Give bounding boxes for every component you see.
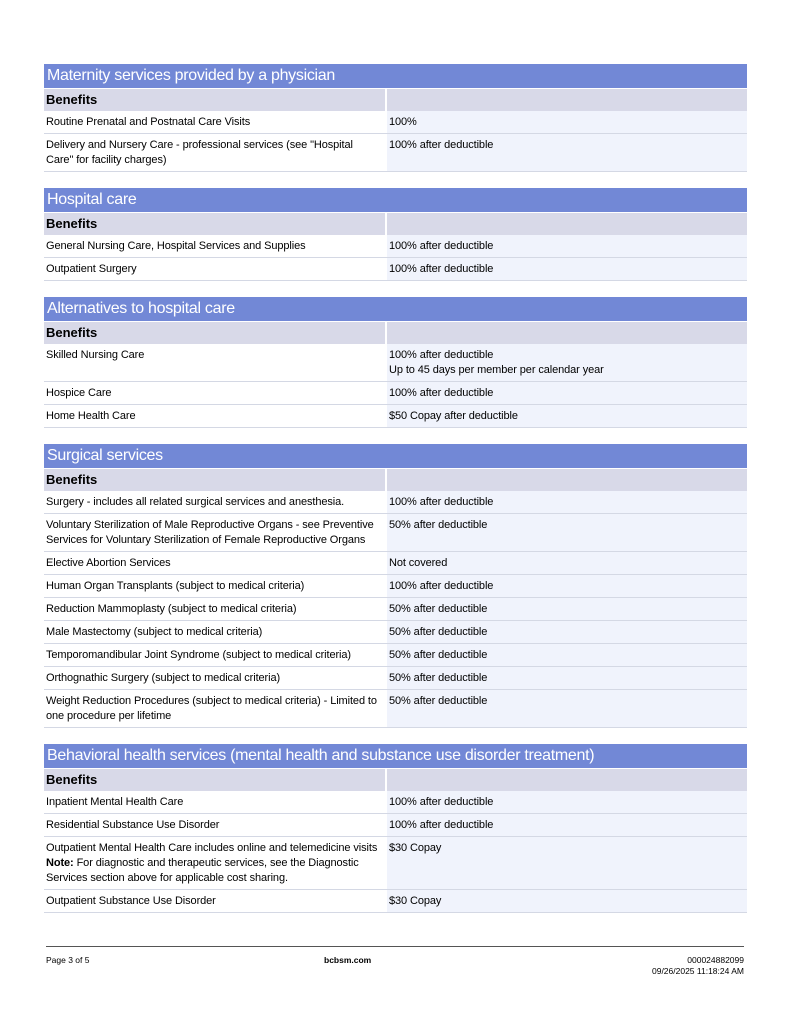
- benefit-name: Routine Prenatal and Postnatal Care Visits: [46, 116, 251, 128]
- benefit-cell: [44, 598, 385, 620]
- benefit-name: General Nursing Care, Hospital Services and Supplies: [46, 240, 306, 252]
- coverage-cell: [387, 814, 747, 836]
- table-row: [44, 491, 747, 514]
- benefit-section: [44, 444, 747, 728]
- page-footer: [46, 946, 744, 977]
- section-title: Hospital care: [44, 188, 747, 212]
- table-row: [44, 134, 747, 172]
- benefit-section: [44, 64, 747, 172]
- benefits-column-header: Benefits: [44, 213, 385, 235]
- benefit-name: Home Health Care: [46, 410, 136, 422]
- benefit-name: Male Mastectomy (subject to medical criteria): [46, 626, 263, 638]
- coverage-column-header: [387, 469, 747, 491]
- benefit-cell: [44, 552, 385, 574]
- coverage-cell: [387, 690, 747, 727]
- coverage-limit: Up to 45 days per member per calendar year: [389, 364, 604, 376]
- coverage-cell: [387, 491, 747, 513]
- benefits-header-row: [44, 88, 747, 111]
- section-title: Maternity services provided by a physician: [44, 64, 747, 88]
- coverage-cell: [387, 514, 747, 551]
- benefit-cell: [44, 621, 385, 643]
- table-row: [44, 621, 747, 644]
- coverage-cell: [387, 837, 747, 889]
- coverage-cell: [387, 258, 747, 280]
- coverage-value: 50% after deductible: [389, 603, 488, 615]
- benefit-cell: [44, 690, 385, 727]
- benefit-name: Outpatient Surgery: [46, 263, 137, 275]
- benefit-cell: [44, 491, 385, 513]
- benefit-cell: [44, 890, 385, 912]
- coverage-cell: [387, 667, 747, 689]
- benefit-name: Reduction Mammoplasty (subject to medical criteria): [46, 603, 297, 615]
- benefit-name: Inpatient Mental Health Care: [46, 796, 184, 808]
- table-row: [44, 405, 747, 428]
- coverage-cell: [387, 890, 747, 912]
- coverage-value: 50% after deductible: [389, 695, 488, 707]
- coverage-cell: [387, 405, 747, 427]
- section-title: Alternatives to hospital care: [44, 297, 747, 321]
- table-row: [44, 814, 747, 837]
- coverage-column-header: [387, 213, 747, 235]
- benefit-cell: [44, 837, 385, 889]
- table-row: [44, 890, 747, 913]
- benefit-cell: [44, 111, 385, 133]
- benefit-cell: [44, 514, 385, 551]
- coverage-value: 50% after deductible: [389, 626, 488, 638]
- coverage-value: 100% after deductible: [389, 240, 494, 252]
- coverage-column-header: [387, 89, 747, 111]
- coverage-value: 100% after deductible: [389, 139, 494, 151]
- benefit-name: Skilled Nursing Care: [46, 349, 145, 361]
- benefit-note: [46, 856, 383, 886]
- coverage-value: 100% after deductible: [389, 819, 494, 831]
- benefits-header-row: [44, 212, 747, 235]
- benefit-section: [44, 297, 747, 428]
- table-row: [44, 344, 747, 382]
- benefit-name: Weight Reduction Procedures (subject to medical criteria) - Limited to one procedure per lifetime: [46, 695, 377, 722]
- benefit-cell: [44, 258, 385, 280]
- coverage-column-header: [387, 769, 747, 791]
- benefit-name: Orthognathic Surgery (subject to medical criteria): [46, 672, 281, 684]
- coverage-cell: [387, 134, 747, 171]
- benefit-cell: [44, 791, 385, 813]
- table-row: [44, 258, 747, 281]
- coverage-cell: [387, 382, 747, 404]
- benefit-section: [44, 744, 747, 913]
- note-label: Note:: [46, 857, 74, 869]
- benefits-header-row: [44, 468, 747, 491]
- coverage-value: $30 Copay: [389, 842, 442, 854]
- table-row: [44, 575, 747, 598]
- table-row: [44, 667, 747, 690]
- table-row: [44, 837, 747, 890]
- benefit-cell: [44, 575, 385, 597]
- document-id: 000024882099: [687, 955, 744, 965]
- table-row: [44, 514, 747, 552]
- benefit-name: Outpatient Mental Health Care includes online and telemedicine visits: [46, 842, 378, 854]
- benefit-name: Human Organ Transplants (subject to medical criteria): [46, 580, 305, 592]
- coverage-cell: [387, 644, 747, 666]
- benefits-column-header: Benefits: [44, 469, 385, 491]
- coverage-cell: [387, 552, 747, 574]
- benefits-column-header: Benefits: [44, 89, 385, 111]
- benefit-cell: [44, 134, 385, 171]
- coverage-cell: [387, 575, 747, 597]
- coverage-cell: [387, 621, 747, 643]
- table-row: [44, 791, 747, 814]
- section-title: Surgical services: [44, 444, 747, 468]
- benefit-name: Surgery - includes all related surgical services and anesthesia.: [46, 496, 345, 508]
- benefit-name: Hospice Care: [46, 387, 112, 399]
- benefit-name: Elective Abortion Services: [46, 557, 171, 569]
- table-row: [44, 382, 747, 405]
- coverage-value: $30 Copay: [389, 895, 442, 907]
- benefits-column-header: Benefits: [44, 322, 385, 344]
- coverage-value: 100%: [389, 116, 417, 128]
- benefit-name: Temporomandibular Joint Syndrome (subject to medical criteria): [46, 649, 351, 661]
- coverage-value: 100% after deductible: [389, 349, 494, 361]
- coverage-cell: [387, 344, 747, 381]
- coverage-value: 100% after deductible: [389, 796, 494, 808]
- coverage-value: 100% after deductible: [389, 263, 494, 275]
- coverage-value: 100% after deductible: [389, 580, 494, 592]
- benefit-cell: [44, 344, 385, 381]
- coverage-column-header: [387, 322, 747, 344]
- table-row: [44, 235, 747, 258]
- benefit-cell: [44, 235, 385, 257]
- coverage-cell: [387, 598, 747, 620]
- benefit-cell: [44, 382, 385, 404]
- note-text: For diagnostic and therapeutic services, see the Diagnostic Services section above for applicable cost sharing.: [46, 857, 359, 884]
- table-row: [44, 111, 747, 134]
- table-row: [44, 598, 747, 621]
- benefit-section: [44, 188, 747, 281]
- footer-website: bcbsm.com: [324, 955, 372, 965]
- coverage-value: 50% after deductible: [389, 519, 488, 531]
- coverage-value: 100% after deductible: [389, 496, 494, 508]
- coverage-cell: [387, 235, 747, 257]
- coverage-value: 50% after deductible: [389, 672, 488, 684]
- print-timestamp: 09/26/2025 11:18:24 AM: [651, 966, 744, 976]
- benefits-column-header: Benefits: [44, 769, 385, 791]
- coverage-cell: [387, 111, 747, 133]
- benefit-name: Delivery and Nursery Care - professional services (see "Hospital Care" for facility charges): [46, 139, 353, 166]
- table-row: [44, 644, 747, 667]
- benefits-header-row: [44, 321, 747, 344]
- benefits-header-row: [44, 768, 747, 791]
- benefit-cell: [44, 814, 385, 836]
- table-row: [44, 552, 747, 575]
- coverage-value: Not covered: [389, 557, 448, 569]
- benefit-name: Voluntary Sterilization of Male Reproductive Organs - see Preventive Services for Voluntary Sterilization of Female Reproductive Organs: [46, 519, 374, 546]
- benefit-cell: [44, 405, 385, 427]
- table-row: [44, 690, 747, 728]
- benefits-document: [44, 64, 747, 929]
- coverage-cell: [387, 791, 747, 813]
- coverage-value: 100% after deductible: [389, 387, 494, 399]
- section-title: Behavioral health services (mental health and substance use disorder treatment): [44, 744, 747, 768]
- page-number: Page 3 of 5: [46, 955, 90, 965]
- benefit-name: Outpatient Substance Use Disorder: [46, 895, 216, 907]
- benefit-cell: [44, 667, 385, 689]
- benefit-cell: [44, 644, 385, 666]
- coverage-value: 50% after deductible: [389, 649, 488, 661]
- benefit-name: Residential Substance Use Disorder: [46, 819, 220, 831]
- coverage-value: $50 Copay after deductible: [389, 410, 518, 422]
